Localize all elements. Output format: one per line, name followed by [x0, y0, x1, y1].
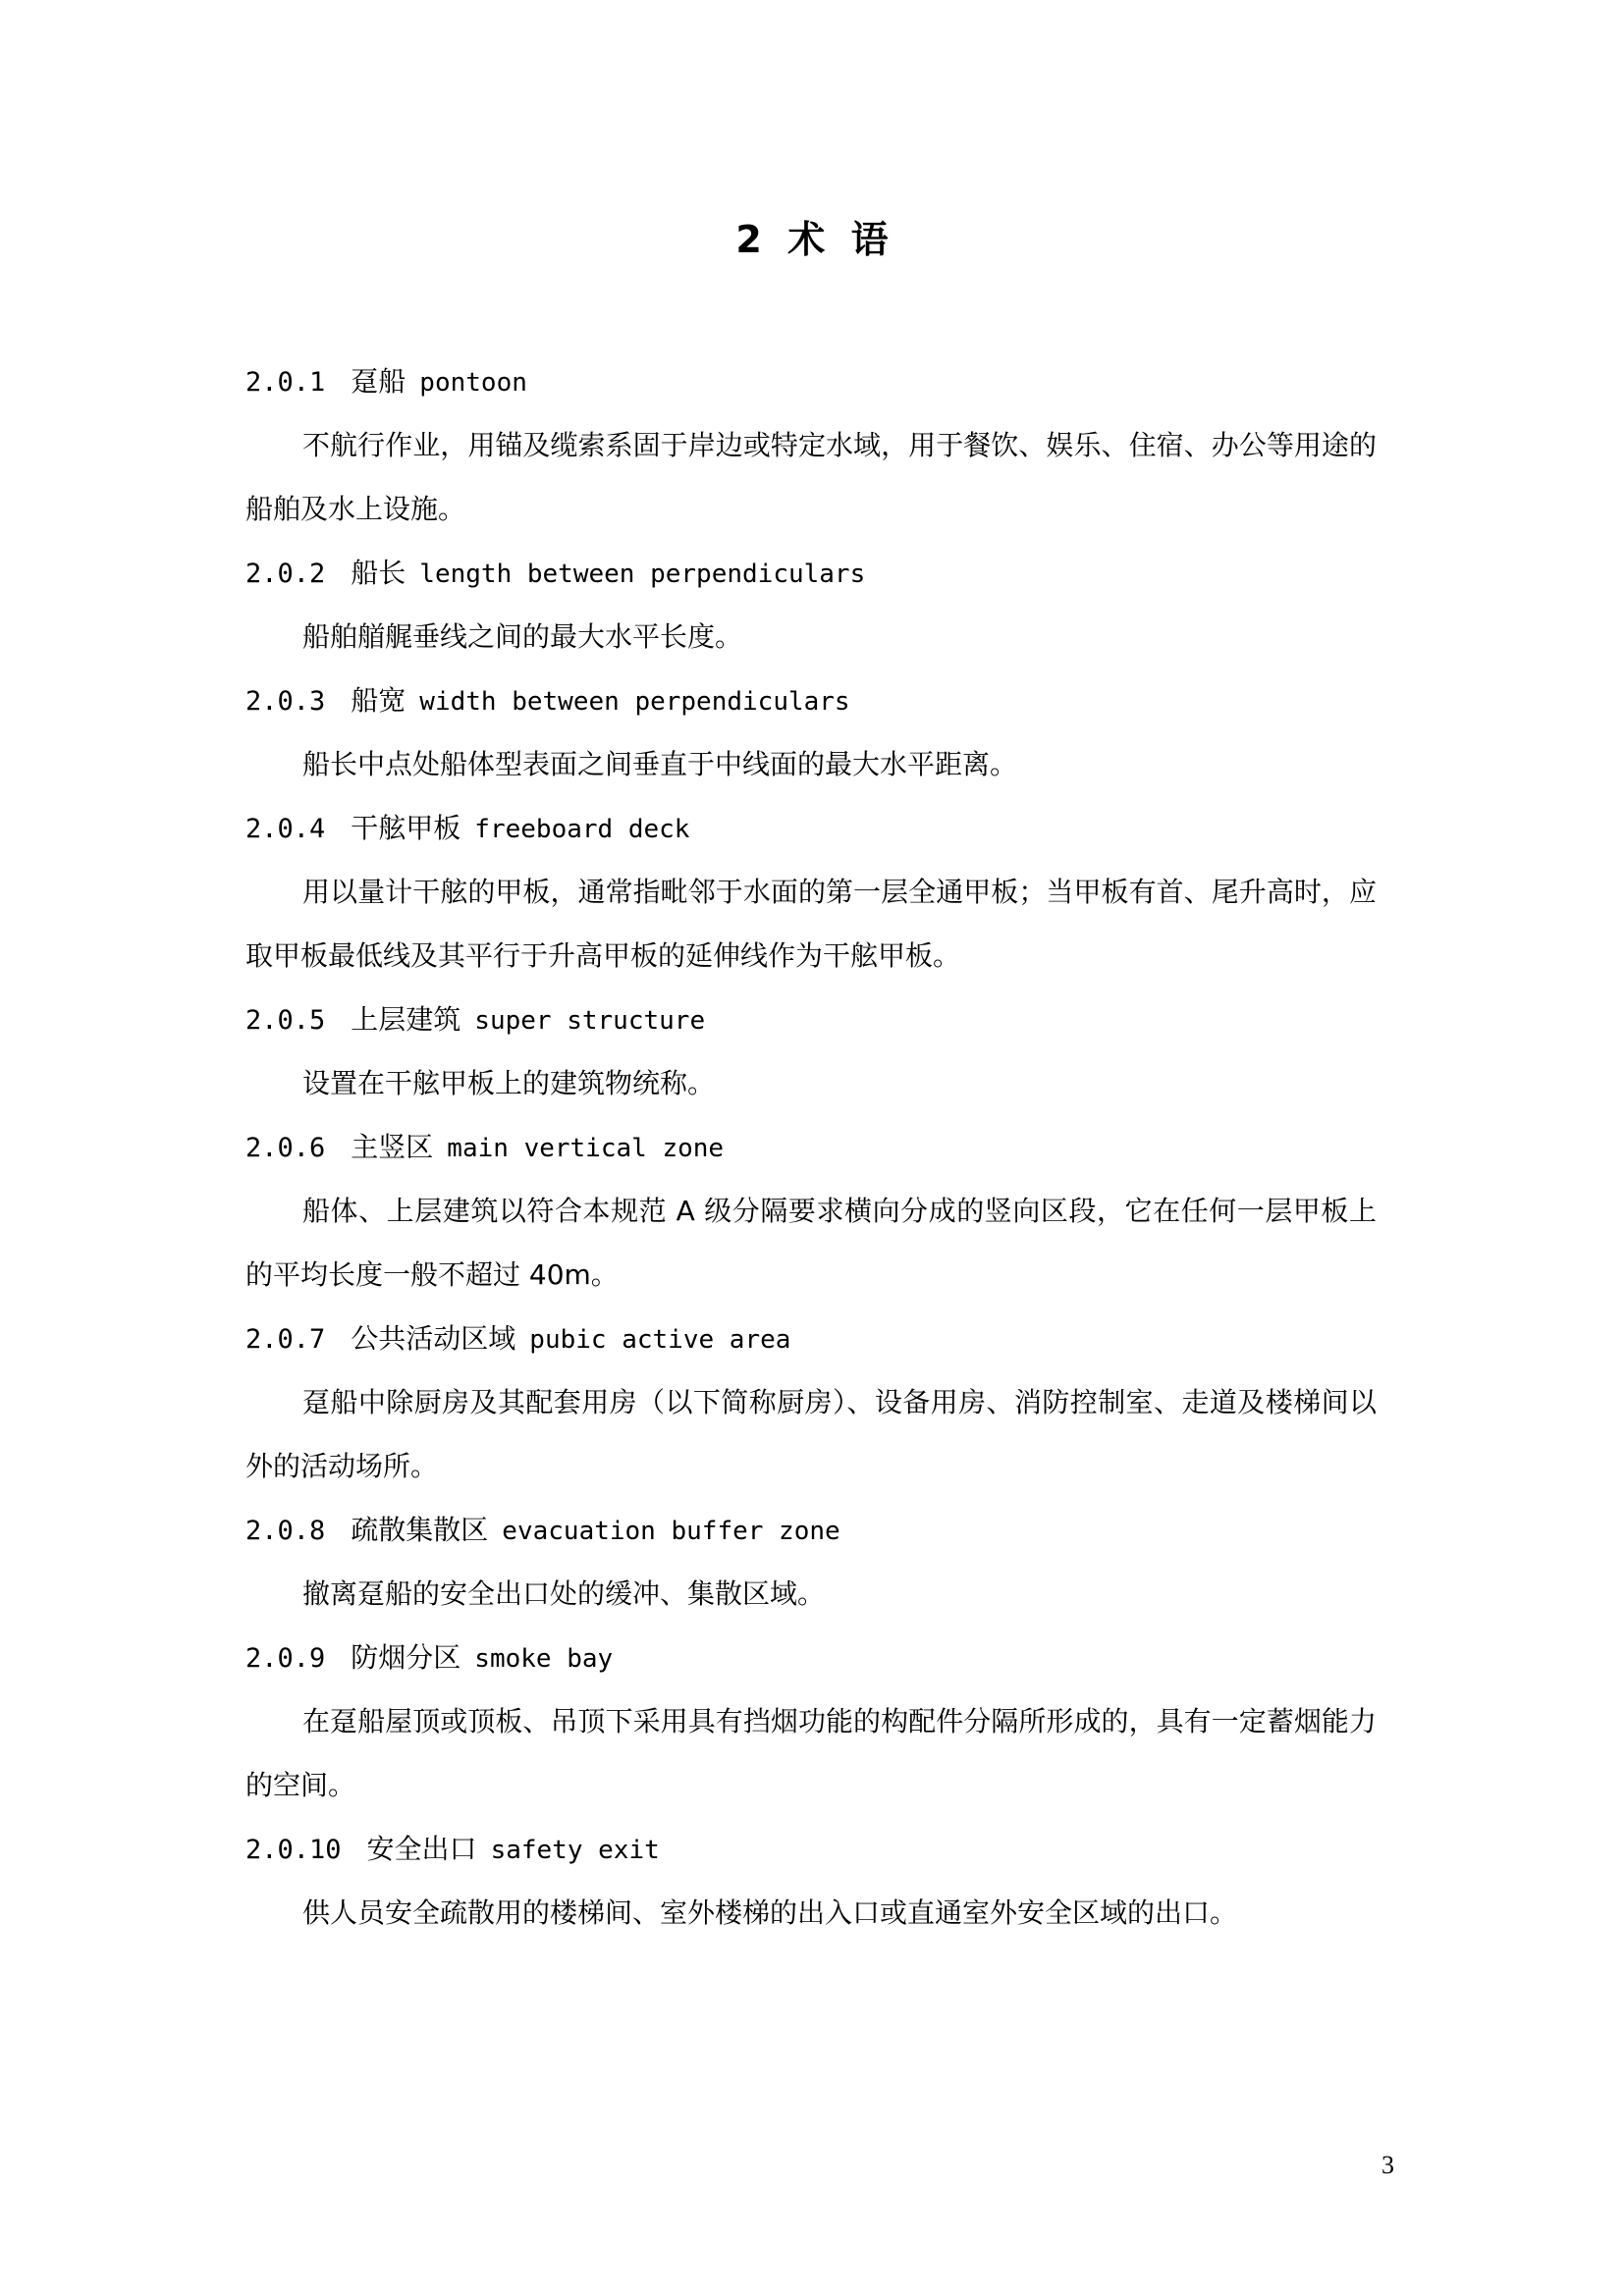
- term-chinese: 上层建筑: [351, 1003, 461, 1036]
- term-number: 2.0.1: [245, 367, 326, 398]
- term-heading: [245, 796, 1377, 860]
- term-chinese: 安全出口: [366, 1833, 477, 1865]
- term-chinese: 防烟分区: [351, 1641, 461, 1674]
- term-heading: [245, 988, 1377, 1051]
- term-heading: [245, 1626, 1377, 1689]
- term-number: 2.0.6: [245, 1133, 326, 1163]
- term-heading: [245, 1817, 1377, 1881]
- term-heading: [245, 668, 1377, 732]
- term-definition: 不航行作业，用锚及缆索系固于岸边或特定水域，用于餐饮、娱乐、住宿、办公等用途的船舶及水上设施。: [245, 429, 1377, 525]
- term-chinese: 船长: [351, 557, 406, 589]
- term-english: pontoon: [419, 368, 527, 398]
- term-definition: 用以量计干舷的甲板，通常指毗邻于水面的第一层全通甲板；当甲板有首、尾升高时，应取甲板最低线及其平行于升高甲板的延伸线作为干舷甲板。: [245, 876, 1377, 972]
- term-chinese: 干舷甲板: [351, 812, 461, 844]
- term-definition: 船舶艏艉垂线之间的最大水平长度。: [302, 620, 743, 653]
- page-number: 3: [1381, 2151, 1394, 2179]
- term-heading: [245, 349, 1377, 413]
- term-definition: 供人员安全疏散用的楼梯间、室外楼梯的出入口或直通室外安全区域的出口。: [302, 1896, 1238, 1929]
- term-chinese: 公共活动区域: [351, 1322, 516, 1355]
- term-english: evacuation buffer zone: [502, 1517, 840, 1546]
- term-english: smoke bay: [474, 1644, 614, 1674]
- term-definition: 设置在干舷甲板上的建筑物统称。: [302, 1067, 716, 1099]
- term-english: length between perpendiculars: [419, 560, 866, 589]
- term-number: 2.0.5: [245, 1005, 326, 1036]
- term-english: pubic active area: [529, 1325, 791, 1355]
- term-english: safety exit: [490, 1836, 660, 1865]
- term-chinese: 船宽: [351, 684, 406, 717]
- term-number: 2.0.8: [245, 1516, 326, 1546]
- term-heading: [245, 1115, 1377, 1179]
- term-heading: [245, 1307, 1377, 1370]
- term-number: 2.0.7: [245, 1324, 326, 1355]
- term-english: super structure: [474, 1006, 706, 1036]
- term-number: 2.0.2: [245, 559, 326, 589]
- term-heading: [245, 541, 1377, 605]
- term-number: 2.0.9: [245, 1643, 326, 1674]
- term-number: 2.0.4: [245, 814, 326, 844]
- terms-list: [245, 349, 1377, 1945]
- term-definition: 撤离趸船的安全出口处的缓冲、集散区域。: [302, 1577, 826, 1610]
- term-definition: 趸船中除厨房及其配套用房（以下简称厨房）、设备用房、消防控制室、走道及楼梯间以外的活动场所。: [245, 1386, 1377, 1482]
- term-heading: [245, 1498, 1377, 1562]
- chapter-title: 2 术 语: [735, 218, 889, 261]
- term-number: 2.0.10: [245, 1835, 342, 1865]
- term-number: 2.0.3: [245, 686, 326, 717]
- term-definition: 船长中点处船体型表面之间垂直于中线面的最大水平距离。: [302, 748, 1018, 780]
- term-chinese: 疏散集散区: [351, 1514, 489, 1546]
- term-definition: 在趸船屋顶或顶板、吊顶下采用具有挡烟功能的构配件分隔所形成的，具有一定蓄烟能力的空间。: [245, 1705, 1377, 1801]
- term-english: width between perpendiculars: [419, 687, 850, 717]
- term-definition: 船体、上层建筑以符合本规范 A 级分隔要求横向分成的竖向区段，它在任何一层甲板上的平均长度一般不超过 40m。: [245, 1195, 1377, 1291]
- term-english: freeboard deck: [474, 815, 690, 844]
- term-english: main vertical zone: [447, 1134, 725, 1163]
- term-chinese: 趸船: [351, 365, 406, 398]
- term-chinese: 主竖区: [351, 1131, 434, 1163]
